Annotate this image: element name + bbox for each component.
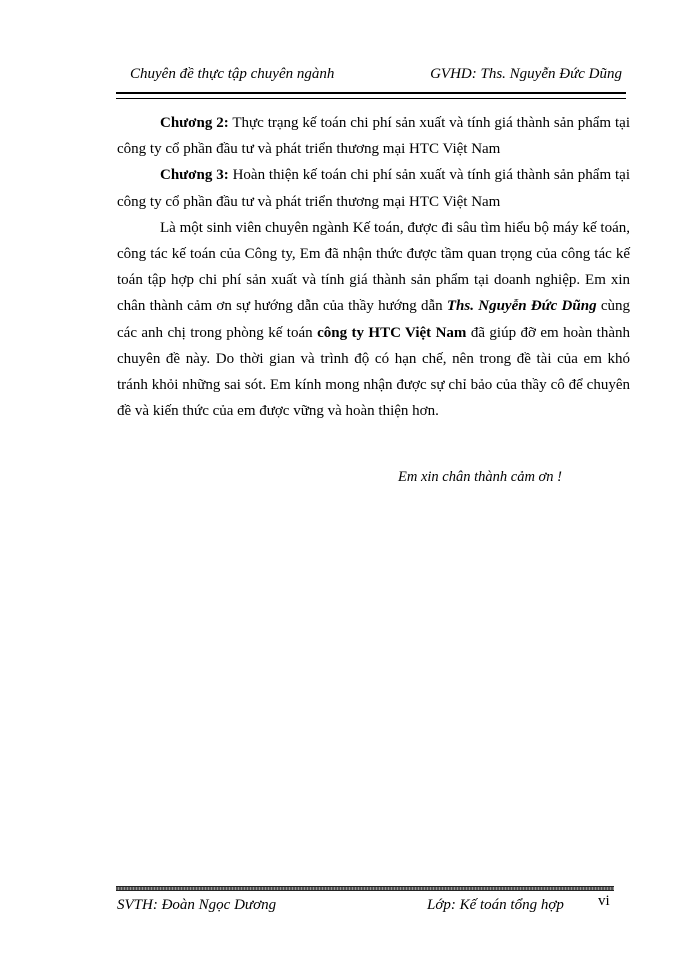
ack-text-1: Là một sinh viên chuyên ngành Kế toán, được đi sâu tìm hiểu bộ máy kế toán, công tác kế toán của Công ty, Em đã nhận thức được tầm quan trọng của công tác kế toán tập hợp chi phí sản xuất và tính giá thành sản phẩm tại doanh nghiệp. Em xin chân thành cảm ơn sự hướng dẫn của thầy hướng dẫn	[117, 219, 630, 315]
footer-class: Lớp: Kế toán tổng hợp	[427, 897, 564, 913]
header-advisor: GVHD: Ths. Nguyễn Đức Dũng	[430, 66, 622, 82]
closing-thanks: Em xin chân thành cảm ơn !	[398, 469, 562, 485]
chapter-3-text: Hoàn thiện kế toán chi phí sản xuất và tính giá thành sản phẩm tại công ty cổ phần đầu tư và phát triển thương mại HTC Việt Nam	[117, 167, 630, 210]
page-number: vi	[598, 893, 610, 909]
company-name: công ty HTC Việt Nam	[317, 324, 467, 341]
document-body	[117, 110, 630, 424]
ack-text-3: đã giúp đỡ em hoàn thành chuyên đề này. Do thời gian và trình độ có hạn chế, nên trong đề tài của em khó tránh khỏi những sai sót. Em kính mong nhận được sự chỉ bảo của thầy cô để chuyên đề và kiến thức của em được vững và hoàn thiện hơn.	[117, 324, 630, 420]
paragraph-chapter-2	[117, 110, 630, 162]
chapter-2-label: Chương 2:	[160, 115, 229, 131]
footer-student: SVTH: Đoàn Ngọc Dương	[117, 897, 277, 913]
header-document-type: Chuyên đề thực tập chuyên ngành	[130, 66, 335, 82]
footer-rule	[116, 886, 614, 891]
paragraph-acknowledgement	[117, 215, 630, 425]
advisor-name: Ths. Nguyễn Đức Dũng	[446, 298, 597, 315]
paragraph-chapter-3	[117, 162, 630, 214]
header-rule	[116, 92, 626, 99]
chapter-2-text: Thực trạng kế toán chi phí sản xuất và tính giá thành sản phẩm tại công ty cổ phần đầu tư và phát triển thương mại HTC Việt Nam	[117, 115, 630, 158]
ack-text-2: cùng các anh chị trong phòng kế toán	[117, 298, 630, 341]
chapter-3-label: Chương 3:	[160, 167, 229, 184]
